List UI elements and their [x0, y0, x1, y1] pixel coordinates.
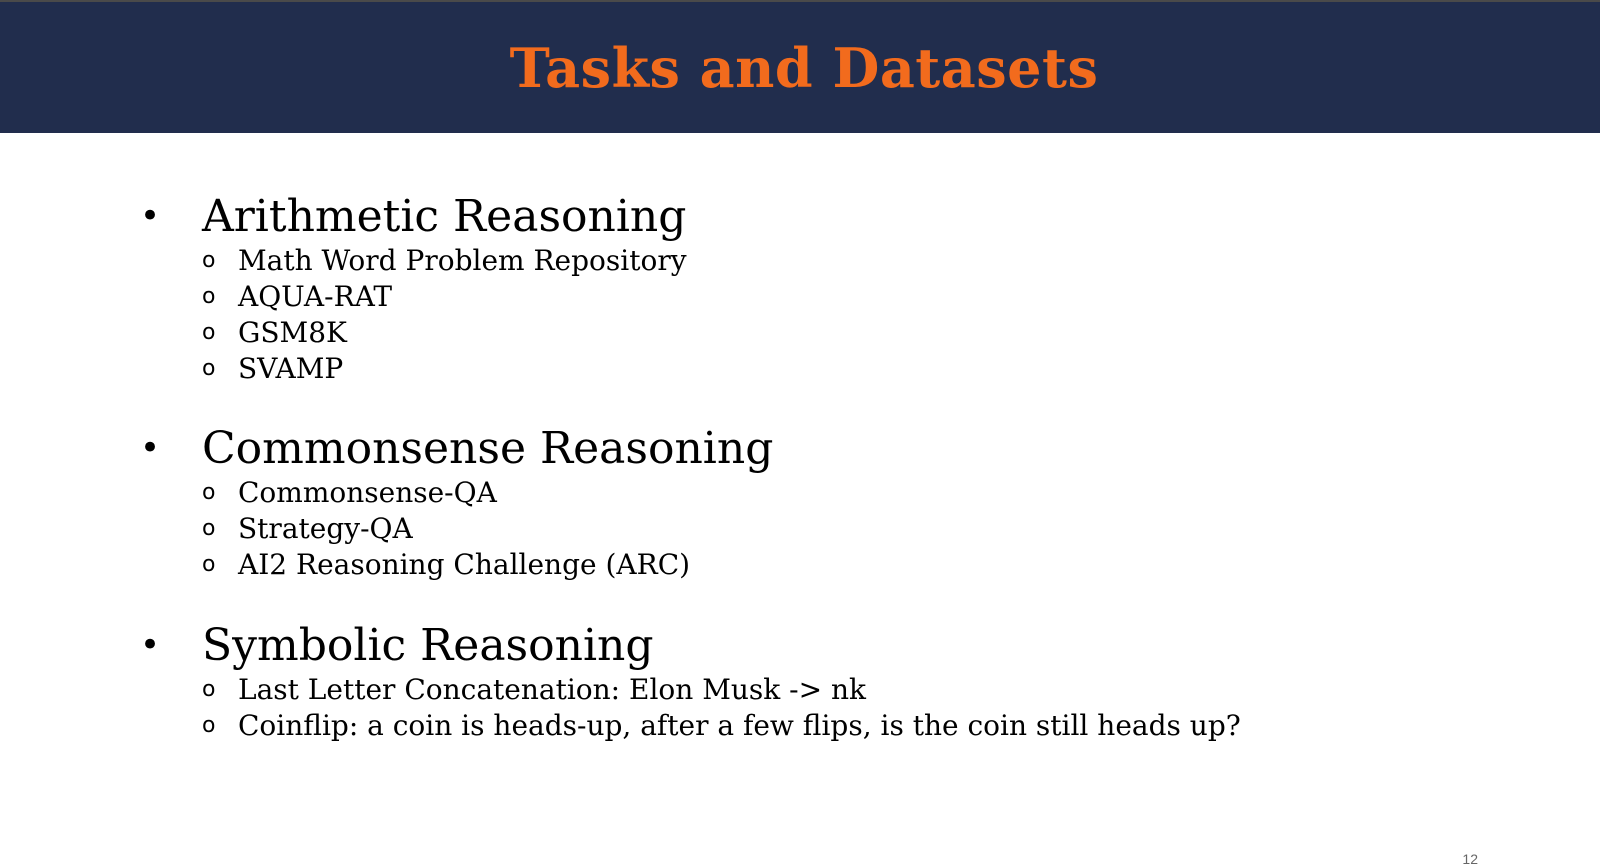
- section-arithmetic-reasoning: [140, 190, 687, 386]
- circle-bullet-icon: o: [202, 515, 216, 541]
- circle-bullet-icon: o: [202, 551, 216, 577]
- circle-bullet-icon: o: [202, 283, 216, 309]
- slide-body: [0, 133, 1600, 867]
- list-item-text: Last Letter Concatenation: Elon Musk -> nk: [238, 672, 866, 706]
- section-commonsense-reasoning: [140, 422, 773, 582]
- list-item-text: Coinflip: a coin is heads-up, after a few flips, is the coin still heads up?: [238, 708, 1241, 742]
- slide-header: [0, 2, 1600, 133]
- bullet-icon: •: [140, 196, 161, 236]
- list-item-text: GSM8K: [238, 315, 347, 349]
- list-item-text: Math Word Problem Repository: [238, 243, 687, 277]
- circle-bullet-icon: o: [202, 479, 216, 505]
- section-title: Symbolic Reasoning: [202, 619, 654, 671]
- section-heading: [140, 422, 773, 474]
- dataset-list: [140, 242, 687, 386]
- circle-bullet-icon: o: [202, 676, 216, 702]
- list-item: [140, 707, 1241, 743]
- circle-bullet-icon: o: [202, 712, 216, 738]
- list-item: [140, 546, 773, 582]
- list-item-text: Strategy-QA: [238, 511, 413, 545]
- list-item: [140, 671, 1241, 707]
- list-item: [140, 510, 773, 546]
- list-item-text: AQUA-RAT: [238, 279, 393, 313]
- circle-bullet-icon: o: [202, 319, 216, 345]
- bullet-icon: •: [140, 428, 161, 468]
- dataset-list: [140, 671, 1241, 743]
- slide-title: Tasks and Datasets: [509, 35, 1099, 100]
- list-item: [140, 474, 773, 510]
- list-item: [140, 242, 687, 278]
- list-item: [140, 350, 687, 386]
- list-item-text: Commonsense-QA: [238, 475, 497, 509]
- section-title: Arithmetic Reasoning: [202, 190, 687, 242]
- page-number: 12: [1462, 851, 1478, 867]
- circle-bullet-icon: o: [202, 355, 216, 381]
- circle-bullet-icon: o: [202, 247, 216, 273]
- section-heading: [140, 619, 1241, 671]
- list-item-text: SVAMP: [238, 351, 344, 385]
- section-title: Commonsense Reasoning: [202, 422, 774, 474]
- section-heading: [140, 190, 687, 242]
- dataset-list: [140, 474, 773, 582]
- section-symbolic-reasoning: [140, 619, 1241, 743]
- list-item: [140, 278, 687, 314]
- bullet-icon: •: [140, 625, 161, 665]
- list-item: [140, 314, 687, 350]
- list-item-text: AI2 Reasoning Challenge (ARC): [238, 547, 691, 581]
